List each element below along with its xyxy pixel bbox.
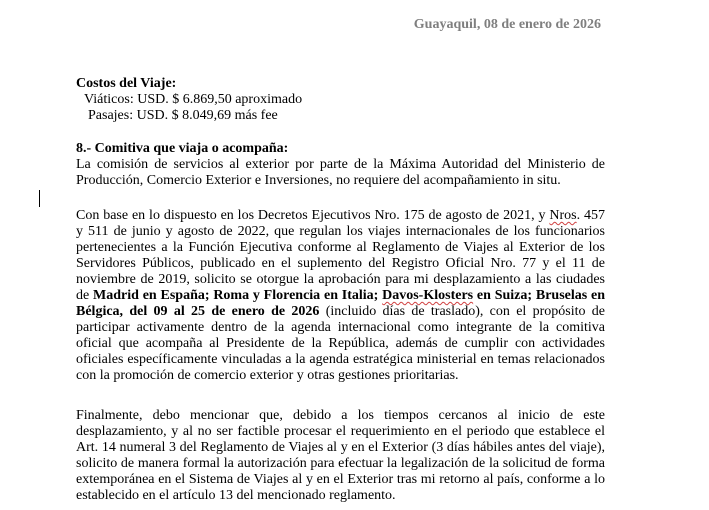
spellcheck-word-nros[interactable]: Nros [549,208,577,223]
comitiva-section [76,141,605,189]
paragraph-text: . 457 y 511 de junio y agosto de 2022, que regulan los viajes internacionales de los funcionarios pertenecientes a la Función Ejecutiva conforme al Reglamento de Viajes al Exterior de los Servidores Públicos, publicado en el suplemento del Registro Oficial Nro. 77 y el 11 de noviembre de 2019, solicito se otorgue la aprobación para mi desplazamiento a las ciudades de [76,208,606,303]
text-cursor [39,190,40,207]
destinations-bold: Madrid en España; Roma y Florencia en Italia; [93,288,383,303]
paragraph-text: (incluido días de traslado), con el propósito de participar activamente dentro de la agenda internacional como integrante de la comitiva oficial que acompaña al Presidente de la República, además de cumplir con actividades oficiales específicamente vinculadas a la agenda estratégica ministerial en temas relacionados con la promoción de comercio exterior y otras gestiones prioritarias. [76,304,605,383]
pasajes-cost: Pasajes: USD. $ 8.049,69 más fee [88,108,278,123]
justification-paragraph [76,208,605,384]
travel-costs-heading: Costos del Viaje: [76,76,177,91]
spellcheck-word-davos[interactable]: Davos-Klosters [382,288,474,303]
comitiva-text: La comisión de servicios al exterior por parte de la Máxima Autoridad del Ministerio de Producción, Comercio Exterior e Inversiones, no requiere del acompañamiento in situ. [76,157,605,188]
travel-dates-bold: en Suiza; Bruselas en Bélgica, del 09 al 25 de enero de 2026 [76,288,605,319]
final-paragraph: Finalmente, debo mencionar que, debido a los tiempos cercanos al inicio de este desplazamiento, y al no ser factible procesar el requerimiento en el periodo que establece el Art. 14 numeral 3 del Reglamento de Viajes al y en el Exterior (3 días hábiles antes del viaje), solicito de manera formal la autorización para efectuar la legalización de la solicitud de forma extemporánea en el Sistema de Viajes al y en el Exterior tras mi retorno al país, conforme a lo establecido en el artículo 13 del mencionado reglamento. [76,408,605,503]
comitiva-heading: 8.- Comitiva que viaja o acompaña: [76,141,289,156]
document-date: Guayaquil, 08 de enero de 2026 [413,17,601,32]
viaticos-cost: Viáticos: USD. $ 6.869,50 aproximado [84,92,303,107]
travel-costs-section [76,76,605,124]
paragraph-text: Con base en lo dispuesto en los Decretos Ejecutivos Nro. 175 de agosto de 2021, y [76,208,550,223]
